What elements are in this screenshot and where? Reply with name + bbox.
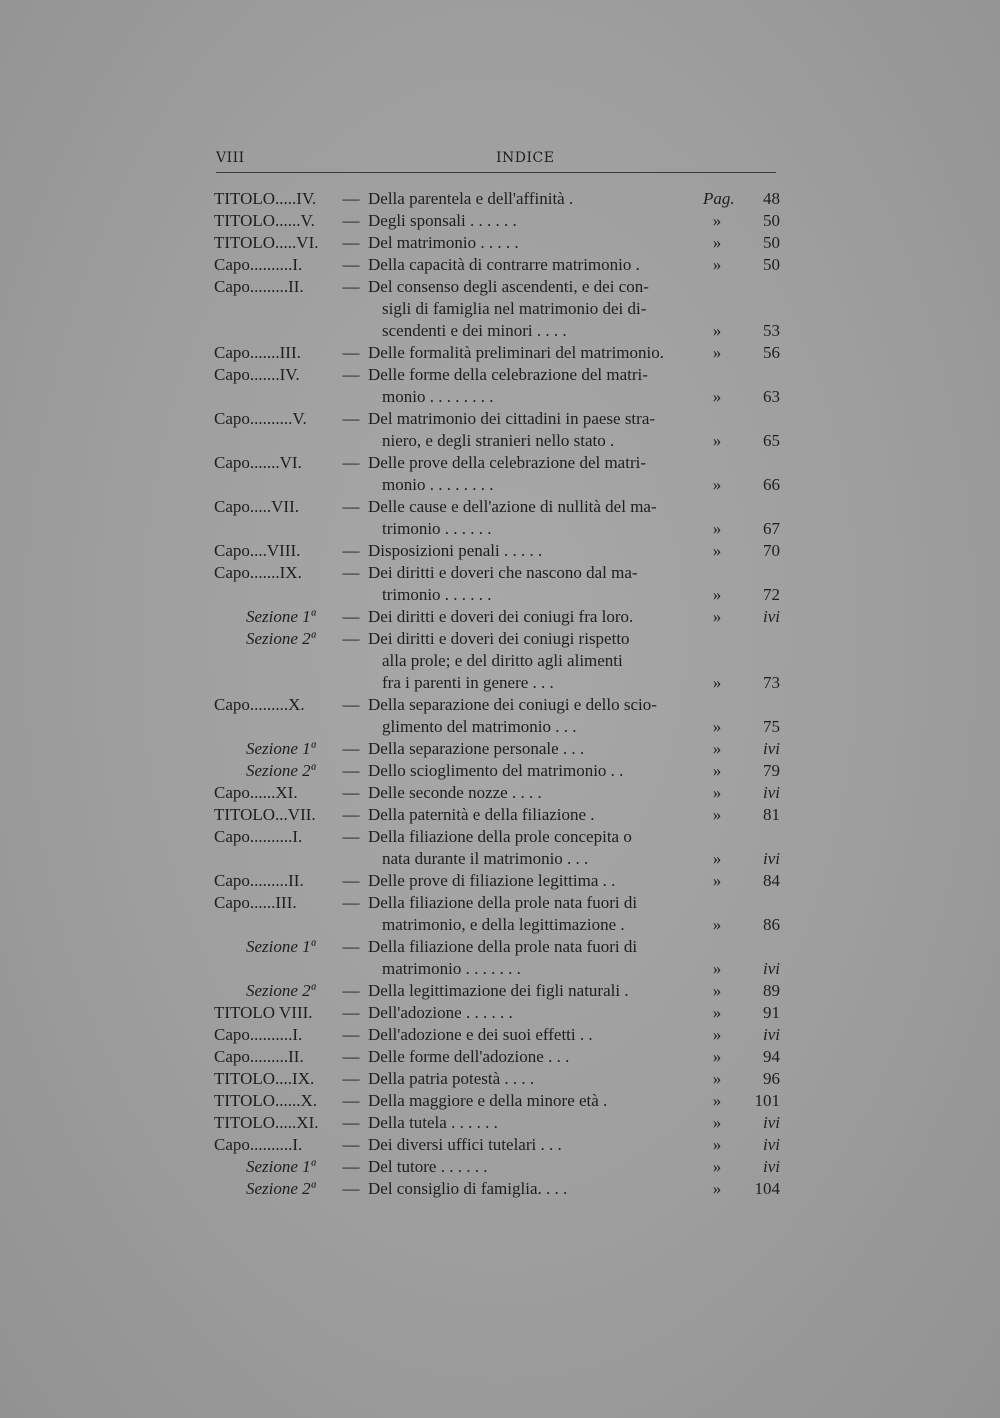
- toc-page-number: 89: [763, 981, 780, 1000]
- toc-entry-description: Dei diritti e doveri che nascono dal ma-: [368, 563, 638, 582]
- toc-entry-description: nata durante il matrimonio . . .: [382, 849, 589, 868]
- toc-dash: —: [342, 409, 360, 428]
- toc-dash: —: [342, 629, 360, 648]
- page-header: [216, 150, 776, 176]
- toc-page-number: 56: [763, 343, 780, 362]
- toc-page-number: 86: [763, 915, 780, 934]
- toc-entry-description: Della capacità di contrarre matrimonio .: [368, 255, 640, 274]
- toc-entry-label: Capo.......III.: [214, 343, 301, 362]
- toc-dash: —: [342, 453, 360, 472]
- toc-entry: [0, 188, 1000, 210]
- ditto-mark: »: [712, 255, 722, 274]
- toc-dash: —: [342, 761, 360, 780]
- toc-entry-continuation: [0, 716, 1000, 738]
- toc-page-number: 63: [763, 387, 780, 406]
- toc-entry-description: matrimonio, e della legittimazione .: [382, 915, 625, 934]
- toc-entry: [0, 210, 1000, 232]
- toc-entry-label: TITOLO....IX.: [214, 1069, 315, 1088]
- toc-page-number: 65: [763, 431, 780, 450]
- toc-entry-label: Sezione 1ª: [246, 937, 316, 956]
- toc-entry-description: Dell'adozione . . . . . .: [368, 1003, 513, 1022]
- toc-entry-label: Capo.........II.: [214, 277, 304, 296]
- toc-dash: —: [342, 893, 360, 912]
- toc-entry-label: Capo..........V.: [214, 409, 307, 428]
- toc-entry: [0, 1112, 1000, 1134]
- toc-entry-description: Della filiazione della prole nata fuori di: [368, 893, 638, 912]
- toc-page-number: 50: [763, 233, 780, 252]
- toc-dash: —: [342, 189, 360, 208]
- toc-entry-description: trimonio . . . . . .: [382, 519, 492, 538]
- toc-page-number: 101: [754, 1091, 780, 1110]
- ditto-mark: »: [712, 1069, 722, 1088]
- toc-entry: [0, 694, 1000, 716]
- toc-page-number: 48: [763, 189, 780, 208]
- toc-entry: [0, 254, 1000, 276]
- toc-dash: —: [342, 1157, 360, 1176]
- toc-entry-label: Capo..........I.: [214, 827, 303, 846]
- toc-entry-description: Del matrimonio . . . . .: [368, 233, 519, 252]
- running-title: INDICE: [496, 150, 555, 166]
- toc-entry-description: Delle forme dell'adozione . . .: [368, 1047, 570, 1066]
- toc-entry-description: Della maggiore e della minore età .: [368, 1091, 608, 1110]
- toc-entry-continuation: [0, 848, 1000, 870]
- toc-page-number: 70: [763, 541, 780, 560]
- toc-entry-description: Delle formalità preliminari del matrimonio.: [368, 343, 664, 362]
- toc-entry-description: Disposizioni penali . . . . .: [368, 541, 543, 560]
- toc-entry-label: Sezione 1ª: [246, 607, 316, 626]
- ditto-mark: »: [712, 211, 722, 230]
- ditto-mark: »: [712, 1179, 722, 1198]
- ditto-mark: »: [712, 1135, 722, 1154]
- toc-page-number: 66: [763, 475, 780, 494]
- toc-entry: [0, 452, 1000, 474]
- toc-entry-description: Della separazione dei coniugi e dello scio-: [368, 695, 657, 714]
- toc-entry-description: Dello scioglimento del matrimonio . .: [368, 761, 624, 780]
- toc-dash: —: [342, 1069, 360, 1088]
- toc-dash: —: [342, 1047, 360, 1066]
- toc-entry-description: matrimonio . . . . . . .: [382, 959, 521, 978]
- toc-entry-label: Capo....VIII.: [214, 541, 301, 560]
- toc-dash: —: [342, 255, 360, 274]
- ditto-mark: »: [712, 585, 722, 604]
- toc-entry-continuation: [0, 518, 1000, 540]
- toc-entry-label: TITOLO VIII.: [214, 1003, 313, 1022]
- toc-entry-description: Dei diversi uffici tutelari . . .: [368, 1135, 562, 1154]
- ditto-mark: »: [712, 321, 722, 340]
- ditto-mark: »: [712, 849, 722, 868]
- toc-entry-description: Delle prove della celebrazione del matri-: [368, 453, 646, 472]
- toc-entry-label: Sezione 1ª: [246, 1157, 316, 1176]
- toc-dash: —: [342, 981, 360, 1000]
- toc-entry-description: Del consiglio di famiglia. . . .: [368, 1179, 568, 1198]
- toc-entry-continuation: [0, 672, 1000, 694]
- toc-page-number: ivi: [763, 1025, 780, 1044]
- toc-entry-description: Della paternità e della filiazione .: [368, 805, 595, 824]
- toc-page-number: 79: [763, 761, 780, 780]
- toc-entry-description: Della filiazione della prole nata fuori di: [368, 937, 638, 956]
- toc-entry-description: Della parentela e dell'affinità .: [368, 189, 574, 208]
- toc-entry: [0, 782, 1000, 804]
- toc-page-number: ivi: [763, 959, 780, 978]
- toc-entry-description: Dell'adozione e dei suoi effetti . .: [368, 1025, 593, 1044]
- toc-entry-label: TITOLO......V.: [214, 211, 315, 230]
- ditto-mark: »: [712, 233, 722, 252]
- toc-page-number: 84: [763, 871, 780, 890]
- ditto-mark: »: [712, 739, 722, 758]
- toc-dash: —: [342, 541, 360, 560]
- toc-dash: —: [342, 1091, 360, 1110]
- toc-entry-description: Del matrimonio dei cittadini in paese stra-: [368, 409, 656, 428]
- ditto-mark: »: [712, 607, 722, 626]
- toc-entry-description: monio . . . . . . . .: [382, 475, 494, 494]
- ditto-mark: »: [712, 1157, 722, 1176]
- toc-page-number: 94: [763, 1047, 780, 1066]
- ditto-mark: »: [712, 1113, 722, 1132]
- ditto-mark: »: [712, 981, 722, 1000]
- ditto-mark: »: [712, 761, 722, 780]
- ditto-mark: »: [712, 387, 722, 406]
- toc-entry-description: scendenti e dei minori . . . .: [382, 321, 567, 340]
- toc-page-number: 104: [754, 1179, 780, 1198]
- toc-entry-label: Sezione 2ª: [246, 1179, 316, 1198]
- toc-dash: —: [342, 805, 360, 824]
- toc-entry-continuation: [0, 650, 1000, 672]
- toc-entry-description: Della filiazione della prole concepita o: [368, 827, 632, 846]
- ditto-mark: »: [712, 805, 722, 824]
- toc-entry-description: Della separazione personale . . .: [368, 739, 585, 758]
- toc-dash: —: [342, 1003, 360, 1022]
- toc-entry: [0, 1068, 1000, 1090]
- toc-entry-description: monio . . . . . . . .: [382, 387, 494, 406]
- toc-entry-description: alla prole; e del diritto agli alimenti: [382, 651, 623, 670]
- toc-page-number: 50: [763, 255, 780, 274]
- toc-entry-label: Capo..........I.: [214, 255, 303, 274]
- toc-entry: [0, 1134, 1000, 1156]
- toc-dash: —: [342, 563, 360, 582]
- toc-entry: [0, 1090, 1000, 1112]
- toc-entry: [0, 804, 1000, 826]
- ditto-mark: »: [712, 717, 722, 736]
- toc-page-number: 50: [763, 211, 780, 230]
- toc-dash: —: [342, 365, 360, 384]
- toc-entry-label: Capo.........X.: [214, 695, 305, 714]
- toc-entry-label: Capo.....VII.: [214, 497, 299, 516]
- toc-entry-continuation: [0, 584, 1000, 606]
- toc-entry: [0, 628, 1000, 650]
- toc-entry-label: Capo......III.: [214, 893, 297, 912]
- toc-entry-label: Sezione 2ª: [246, 761, 316, 780]
- toc-dash: —: [342, 277, 360, 296]
- ditto-mark: »: [712, 783, 722, 802]
- toc-entry: [0, 936, 1000, 958]
- toc-entry-description: Dei diritti e doveri dei coniugi fra loro.: [368, 607, 634, 626]
- toc-entry-description: niero, e degli stranieri nello stato .: [382, 431, 615, 450]
- toc-entry: [0, 342, 1000, 364]
- toc-entry: [0, 496, 1000, 518]
- ditto-mark: »: [712, 475, 722, 494]
- toc-dash: —: [342, 211, 360, 230]
- toc-page-number: ivi: [763, 1113, 780, 1132]
- toc-dash: —: [342, 783, 360, 802]
- toc-entry-label: Capo.......VI.: [214, 453, 302, 472]
- toc-page-number: 91: [763, 1003, 780, 1022]
- toc-dash: —: [342, 871, 360, 890]
- toc-entry: [0, 364, 1000, 386]
- ditto-mark: »: [712, 959, 722, 978]
- ditto-mark: »: [712, 541, 722, 560]
- ditto-mark: »: [712, 1003, 722, 1022]
- toc-entry-label: Capo..........I.: [214, 1025, 303, 1044]
- toc-entry: [0, 980, 1000, 1002]
- toc-entry: [0, 408, 1000, 430]
- toc-page-number: 72: [763, 585, 780, 604]
- toc-dash: —: [342, 827, 360, 846]
- toc-entry: [0, 826, 1000, 848]
- toc-entry-label: Capo.........II.: [214, 871, 304, 890]
- header-rule: [216, 172, 776, 173]
- toc-entry-description: Della tutela . . . . . .: [368, 1113, 498, 1132]
- toc-dash: —: [342, 937, 360, 956]
- toc-page-number: 53: [763, 321, 780, 340]
- toc-entry-label: Sezione 2ª: [246, 981, 316, 1000]
- toc-entry-description: Delle prove di filiazione legittima . .: [368, 871, 616, 890]
- toc-entry-continuation: [0, 958, 1000, 980]
- toc-entry-description: Del tutore . . . . . .: [368, 1157, 488, 1176]
- ditto-mark: »: [712, 871, 722, 890]
- toc-entry-description: sigli di famiglia nel matrimonio dei di-: [382, 299, 647, 318]
- toc-entry-continuation: [0, 430, 1000, 452]
- ditto-mark: »: [712, 343, 722, 362]
- ditto-mark: »: [712, 431, 722, 450]
- toc-dash: —: [342, 1179, 360, 1198]
- toc-dash: —: [342, 1135, 360, 1154]
- toc-dash: —: [342, 233, 360, 252]
- toc-page-number: 67: [763, 519, 780, 538]
- toc-entry-label: TITOLO.....XI.: [214, 1113, 319, 1132]
- toc-entry: [0, 1178, 1000, 1200]
- toc-entry-continuation: [0, 914, 1000, 936]
- toc-dash: —: [342, 607, 360, 626]
- ditto-mark: »: [712, 673, 722, 692]
- ditto-mark: »: [712, 1047, 722, 1066]
- toc-page-number: 81: [763, 805, 780, 824]
- toc-entry-label: Capo..........I.: [214, 1135, 303, 1154]
- toc-entry: [0, 870, 1000, 892]
- toc-entry-continuation: [0, 474, 1000, 496]
- toc-entry: [0, 276, 1000, 298]
- toc-entry-description: Degli sponsali . . . . . .: [368, 211, 517, 230]
- toc-entry-label: Sezione 2ª: [246, 629, 316, 648]
- toc-dash: —: [342, 1025, 360, 1044]
- toc-entry-description: Del consenso degli ascendenti, e dei con-: [368, 277, 649, 296]
- page-abbrev: Pag.: [703, 189, 735, 208]
- toc-dash: —: [342, 1113, 360, 1132]
- toc-entry: [0, 232, 1000, 254]
- toc-entry: [0, 892, 1000, 914]
- toc-page-number: 75: [763, 717, 780, 736]
- toc-entry-label: TITOLO.....IV.: [214, 189, 317, 208]
- toc-entry-description: Delle forme della celebrazione del matri-: [368, 365, 648, 384]
- ditto-mark: »: [712, 519, 722, 538]
- page-number: VIII: [216, 150, 245, 166]
- toc-page-number: ivi: [763, 739, 780, 758]
- toc-entry-label: TITOLO.....VI.: [214, 233, 319, 252]
- toc-entry-description: fra i parenti in genere . . .: [382, 673, 554, 692]
- toc-entry-description: Delle cause e dell'azione di nullità del ma-: [368, 497, 657, 516]
- toc-entry-description: glimento del matrimonio . . .: [382, 717, 577, 736]
- toc-entry-description: Della legittimazione dei figli naturali .: [368, 981, 629, 1000]
- toc-entry-continuation: [0, 320, 1000, 342]
- toc-entry-description: Delle seconde nozze . . . .: [368, 783, 542, 802]
- toc-entry-continuation: [0, 386, 1000, 408]
- toc-page-number: 73: [763, 673, 780, 692]
- toc-entry: [0, 1046, 1000, 1068]
- toc-entry: [0, 1156, 1000, 1178]
- toc-entry-description: Dei diritti e doveri dei coniugi rispetto: [368, 629, 630, 648]
- toc-page-number: ivi: [763, 783, 780, 802]
- toc-entry-description: Della patria potestà . . . .: [368, 1069, 535, 1088]
- ditto-mark: »: [712, 915, 722, 934]
- toc-entry-label: Sezione 1ª: [246, 739, 316, 758]
- toc-entry-description: trimonio . . . . . .: [382, 585, 492, 604]
- toc-entry: [0, 562, 1000, 584]
- toc-entry: [0, 540, 1000, 562]
- ditto-mark: »: [712, 1091, 722, 1110]
- toc-entry: [0, 1002, 1000, 1024]
- table-of-contents: [0, 188, 1000, 1200]
- toc-entry: [0, 738, 1000, 760]
- toc-page-number: ivi: [763, 607, 780, 626]
- toc-entry-label: Capo.......IV.: [214, 365, 300, 384]
- toc-page-number: 96: [763, 1069, 780, 1088]
- toc-dash: —: [342, 695, 360, 714]
- toc-entry-label: Capo.........II.: [214, 1047, 304, 1066]
- toc-page-number: ivi: [763, 1135, 780, 1154]
- toc-entry: [0, 1024, 1000, 1046]
- ditto-mark: »: [712, 1025, 722, 1044]
- toc-entry-label: TITOLO......X.: [214, 1091, 318, 1110]
- toc-page-number: ivi: [763, 849, 780, 868]
- toc-page-number: ivi: [763, 1157, 780, 1176]
- toc-dash: —: [342, 343, 360, 362]
- toc-entry-continuation: [0, 298, 1000, 320]
- toc-dash: —: [342, 497, 360, 516]
- toc-dash: —: [342, 739, 360, 758]
- toc-entry: [0, 606, 1000, 628]
- toc-entry-label: Capo......XI.: [214, 783, 298, 802]
- toc-entry-label: TITOLO...VII.: [214, 805, 316, 824]
- toc-entry-label: Capo.......IX.: [214, 563, 302, 582]
- toc-entry: [0, 760, 1000, 782]
